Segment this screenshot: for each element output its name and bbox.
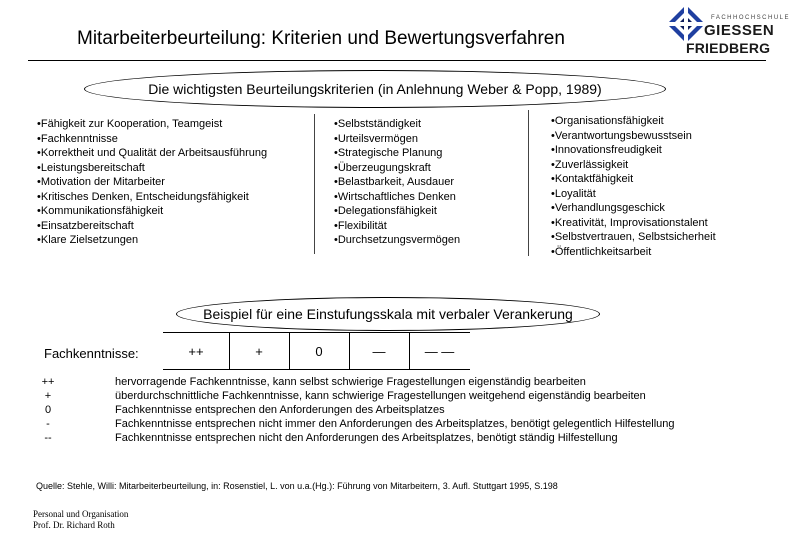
list-item: •Überzeugungskraft	[334, 161, 431, 174]
list-item: •Öffentlichkeitsarbeit	[551, 245, 652, 258]
list-item: •Kontaktfähigkeit	[551, 173, 634, 185]
list-item: •Belastbarkeit, Ausdauer	[334, 176, 455, 188]
list-item: •Korrektheit und Qualität der Arbeitsausführung	[37, 147, 268, 159]
list-item: •Selbstvertrauen, Selbstsicherheit	[551, 231, 716, 243]
scale-level: +	[255, 343, 263, 359]
logo-small-text: FACHHOCHSCHULE	[711, 15, 790, 21]
scale-cells	[163, 332, 470, 370]
column-divider	[528, 110, 529, 256]
list-item: •Flexibilität	[334, 219, 387, 232]
list-item: •Strategische Planung	[334, 147, 443, 159]
column-divider	[314, 114, 315, 254]
university-logo	[664, 2, 790, 58]
footer-line-2: Prof. Dr. Richard Roth	[33, 520, 115, 530]
criteria-column-2	[334, 117, 460, 248]
legend-text: Fachkenntnisse entsprechen nicht den Anforderungen des Arbeitsplatzes, benötigt ständig Hilfestellung	[115, 432, 618, 444]
scale-legend-symbols	[36, 375, 60, 445]
list-item: •Verhandlungsgeschick	[551, 202, 665, 214]
scale-level: — —	[424, 343, 455, 359]
legend-text: überdurchschnittliche Fachkenntnisse, kann schwierige Fragestellungen weitgehend eigenständig bearbeiten	[115, 390, 646, 402]
list-item: •Einsatzbereitschaft	[37, 219, 134, 232]
list-item: •Durchsetzungsvermögen	[334, 234, 461, 246]
scale-heading	[176, 297, 600, 331]
list-item: •Klare Zielsetzungen	[37, 234, 139, 246]
list-item: •Wirtschaftliches Denken	[334, 190, 456, 203]
list-item: •Loyalität	[551, 187, 596, 200]
page-title: Mitarbeiterbeurteilung: Kriterien und Bewertungsverfahren	[77, 28, 565, 49]
legend-text: Fachkenntnisse entsprechen nicht immer den Anforderungen des Arbeitsplatzes, benötigt gelegentlich Hilfestellung	[115, 418, 675, 430]
list-item: •Kreativität, Improvisationstalent	[551, 216, 708, 229]
header-rule	[28, 60, 766, 61]
criteria-heading	[84, 70, 666, 108]
scale-level: ++	[188, 343, 204, 359]
legend-symbol: --	[44, 432, 52, 444]
list-item: •Fähigkeit zur Kooperation, Teamgeist	[37, 118, 223, 130]
legend-symbol: -	[46, 418, 50, 430]
logo-line-2: FRIEDBERG	[686, 40, 771, 56]
list-item: •Motivation der Mitarbeiter	[37, 176, 165, 188]
criteria-column-3	[551, 114, 716, 259]
list-item: •Innovationsfreudigkeit	[551, 144, 662, 156]
scale-heading-text: Beispiel für eine Einstufungsskala mit verbaler Verankerung	[203, 306, 573, 322]
diamond-logo-icon	[666, 4, 706, 44]
legend-text: Fachkenntnisse entsprechen den Anforderungen des Arbeitsplatzes	[115, 404, 445, 416]
scale-label: Fachkenntnisse:	[44, 346, 139, 361]
criteria-heading-text: Die wichtigsten Beurteilungskriterien (in Anlehnung Weber & Popp, 1989)	[148, 81, 602, 97]
criteria-column-1	[37, 117, 267, 248]
list-item: •Leistungsbereitschaft	[37, 161, 145, 174]
list-item: •Delegationsfähigkeit	[334, 205, 437, 217]
footer-author	[33, 509, 128, 531]
list-item: •Organisationsfähigkeit	[551, 115, 664, 127]
scale-legend-descriptions	[115, 375, 675, 445]
legend-symbol: +	[44, 390, 52, 402]
scale-level: 0	[315, 343, 323, 359]
list-item: •Verantwortungsbewusstsein	[551, 129, 692, 142]
source-citation: Quelle: Stehle, Willi: Mitarbeiterbeurteilung, in: Rosenstiel, L. von u.a.(Hg.): Führung von Mitarbeitern, 3. Aufl. Stuttgart 1995, S.198	[36, 481, 558, 491]
list-item: •Fachkenntnisse	[37, 132, 118, 145]
list-item: •Selbstständigkeit	[334, 118, 422, 130]
list-item: •Kommunikationsfähigkeit	[37, 205, 164, 217]
legend-symbol: 0	[44, 404, 52, 416]
logo-line-1: GIESSEN	[704, 22, 775, 39]
list-item: •Zuverlässigkeit	[551, 158, 629, 171]
list-item: •Urteilsvermögen	[334, 132, 418, 145]
footer-line-1: Personal und Organisation	[33, 509, 129, 519]
scale-level: —	[372, 343, 386, 359]
list-item: •Kritisches Denken, Entscheidungsfähigkeit	[37, 190, 249, 203]
legend-symbol: ++	[41, 376, 55, 388]
legend-text: hervorragende Fachkenntnisse, kann selbst schwierige Fragestellungen eigenständig bearbeiten	[115, 376, 586, 388]
